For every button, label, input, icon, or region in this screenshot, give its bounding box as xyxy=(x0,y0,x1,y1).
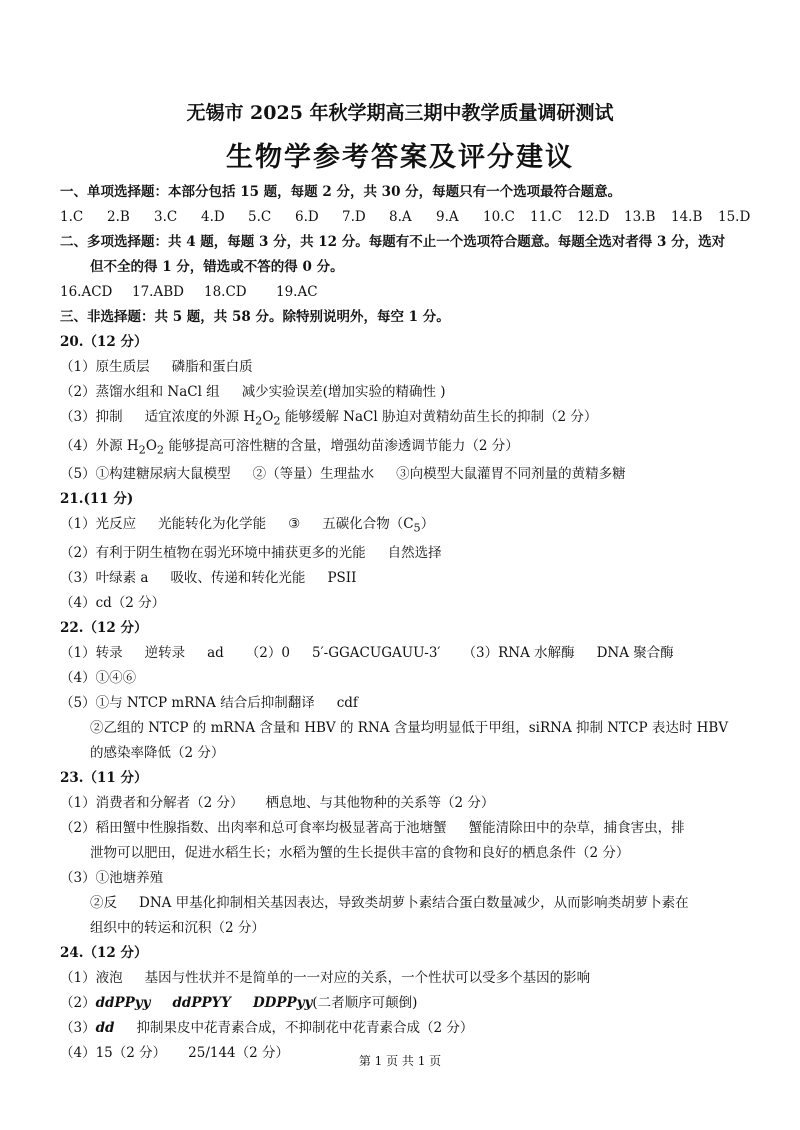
mcq-answer: 6.D xyxy=(295,209,319,225)
q23-line6: 组织中的转运和沉积（2 分） xyxy=(90,920,265,937)
mcq-answer: 12.D xyxy=(577,209,610,225)
doc-title: 生物学参考答案及评分建议 xyxy=(226,142,574,173)
q24-heading: 24.（12 分） xyxy=(60,945,148,962)
section1-title: 一、单项选择题：本部分包括 15 题，每题 2 分，共 30 分，每题只有一个选项最符合题意。 xyxy=(60,184,622,200)
mcq-answer: 13.B xyxy=(624,209,656,225)
q23-line2: （2）稻田蟹中性腺指数、出肉率和总可食率均极显著高于池塘蟹 蟹能清除田中的杂草，捕食害虫，排 xyxy=(60,820,685,837)
q24-line4: （4）15（2 分） 25/144（2 分） xyxy=(60,1045,290,1062)
mcq-answer: 10.C xyxy=(483,209,515,225)
q22-line2: （4）①④⑥ xyxy=(60,670,137,687)
mcq-answer: 1.C xyxy=(60,209,84,225)
mcq-answer: 7.D xyxy=(342,209,366,225)
q22-line4: ②乙组的 NTCP 的 mRNA 含量和 HBV 的 RNA 含量均明显低于甲组，siRNA 抑制 NTCP 表达时 HBV xyxy=(90,720,729,737)
mcq-answer: 8.A xyxy=(389,209,412,225)
mcq-answer: 11.C xyxy=(530,209,562,225)
multi-answer: 18.CD xyxy=(204,284,247,300)
q22-line5: 的感染率降低（2 分） xyxy=(90,745,225,762)
section2-title-line1: 二、多项选择题：共 4 题，每题 3 分，共 12 分。每题有不止一个选项符合题意。每题全选对者得 3 分，选对 xyxy=(60,234,726,250)
q20-line3: （3）抑制 适宜浓度的外源 $H_2O_2$ 能够缓解 NaCl 胁迫对黄精幼苗生长的抑制（2 分） xyxy=(60,409,598,428)
multi-answer: 16.ACD xyxy=(60,284,113,300)
q23-line3: 泄物可以肥田，促进水稻生长；水稻为蟹的生长提供丰富的食物和良好的栖息条件（2 分） xyxy=(90,845,630,862)
q20-line5: （5）①构建糖尿病大鼠模型 ②（等量）生理盐水 ③向模型大鼠灌胃不同剂量的黄精多糖 xyxy=(60,466,626,483)
mcq-answer: 4.D xyxy=(201,209,225,225)
q20-heading: 20.（12 分） xyxy=(60,334,148,350)
answer-body xyxy=(60,180,750,1066)
exam-title: 无锡市 2025 年秋学期高三期中教学质量调研测试 xyxy=(186,102,614,124)
multi-answers xyxy=(60,280,750,305)
q21-line3: （3）叶绿素 a 吸收、传递和转化光能 PSII xyxy=(60,570,357,587)
mcq-answer: 2.B xyxy=(107,209,130,225)
q20-line2: （2）蒸馏水组和 NaCl 组 减少实验误差(增加实验的精确性 ) xyxy=(60,384,446,400)
q21-line2: （2）有利于阴生植物在弱光环境中捕获更多的光能 自然选择 xyxy=(60,545,442,562)
q23-line5: ②反 DNA 甲基化抑制相关基因表达，导致类胡萝卜素结合蛋白数量减少，从而影响类胡萝卜素在 xyxy=(90,895,689,912)
mcq-answer: 5.C xyxy=(248,209,272,225)
q23-heading: 23.（11 分） xyxy=(60,770,148,787)
q20-line4: （4）外源 $H_2O_2$ 能够提高可溶性糖的含量，增强幼苗渗透调节能力（2 分） xyxy=(60,437,519,457)
multi-answer: 17.ABD xyxy=(132,284,184,300)
q24-line1: （1）液泡 基因与性状并不是简单的一一对应的关系，一个性状可以受多个基因的影响 xyxy=(60,970,591,987)
q22-line1: （1）转录 逆转录 ad （2）0 5′-GGACUGAUU-3′ （3）RNA 水解酶 DNA 聚合酶 xyxy=(60,645,674,662)
q24-line3: （3）dd 抑制果皮中花青素合成，不抑制花中花青素合成（2 分） xyxy=(60,1020,474,1037)
section2-title-line2: 但不全的得 1 分，错选或不答的得 0 分。 xyxy=(90,259,344,275)
q22-line3: （5）①与 NTCP mRNA 结合后抑制翻译 cdf xyxy=(60,695,358,712)
q24-line2: （2）ddPPyy ddPPYY DDPPyy(二者顺序可颠倒) xyxy=(60,995,418,1012)
q23-line1: （1）消费者和分解者（2 分） 栖息地、与其他物种的关系等（2 分） xyxy=(60,795,495,812)
q20-line1: （1）原生质层 磷脂和蛋白质 xyxy=(60,359,253,375)
q21-line1: （1）光反应 光能转化为化学能 ③ 五碳化合物$(C_5)$ xyxy=(60,516,435,536)
q22-heading: 22.（12 分） xyxy=(60,620,148,637)
mcq-answer: 14.B xyxy=(671,209,703,225)
page-footer: 第 1 页 共 1 页 xyxy=(358,1054,442,1068)
q21-heading: 21.(11 分) xyxy=(60,491,134,508)
mcq-answer: 15.D xyxy=(718,209,751,225)
q23-line4: （3）①池塘养殖 xyxy=(60,870,164,887)
section3-title: 三、非选择题：共 5 题，共 58 分。除特别说明外，每空 1 分。 xyxy=(60,309,450,325)
q21-line4: （4）cd（2 分） xyxy=(60,595,166,612)
mcq-answer: 9.A xyxy=(436,209,459,225)
mcq-answer: 3.C xyxy=(154,209,178,225)
mcq-answers xyxy=(60,205,750,230)
multi-answer: 19.AC xyxy=(276,284,318,300)
